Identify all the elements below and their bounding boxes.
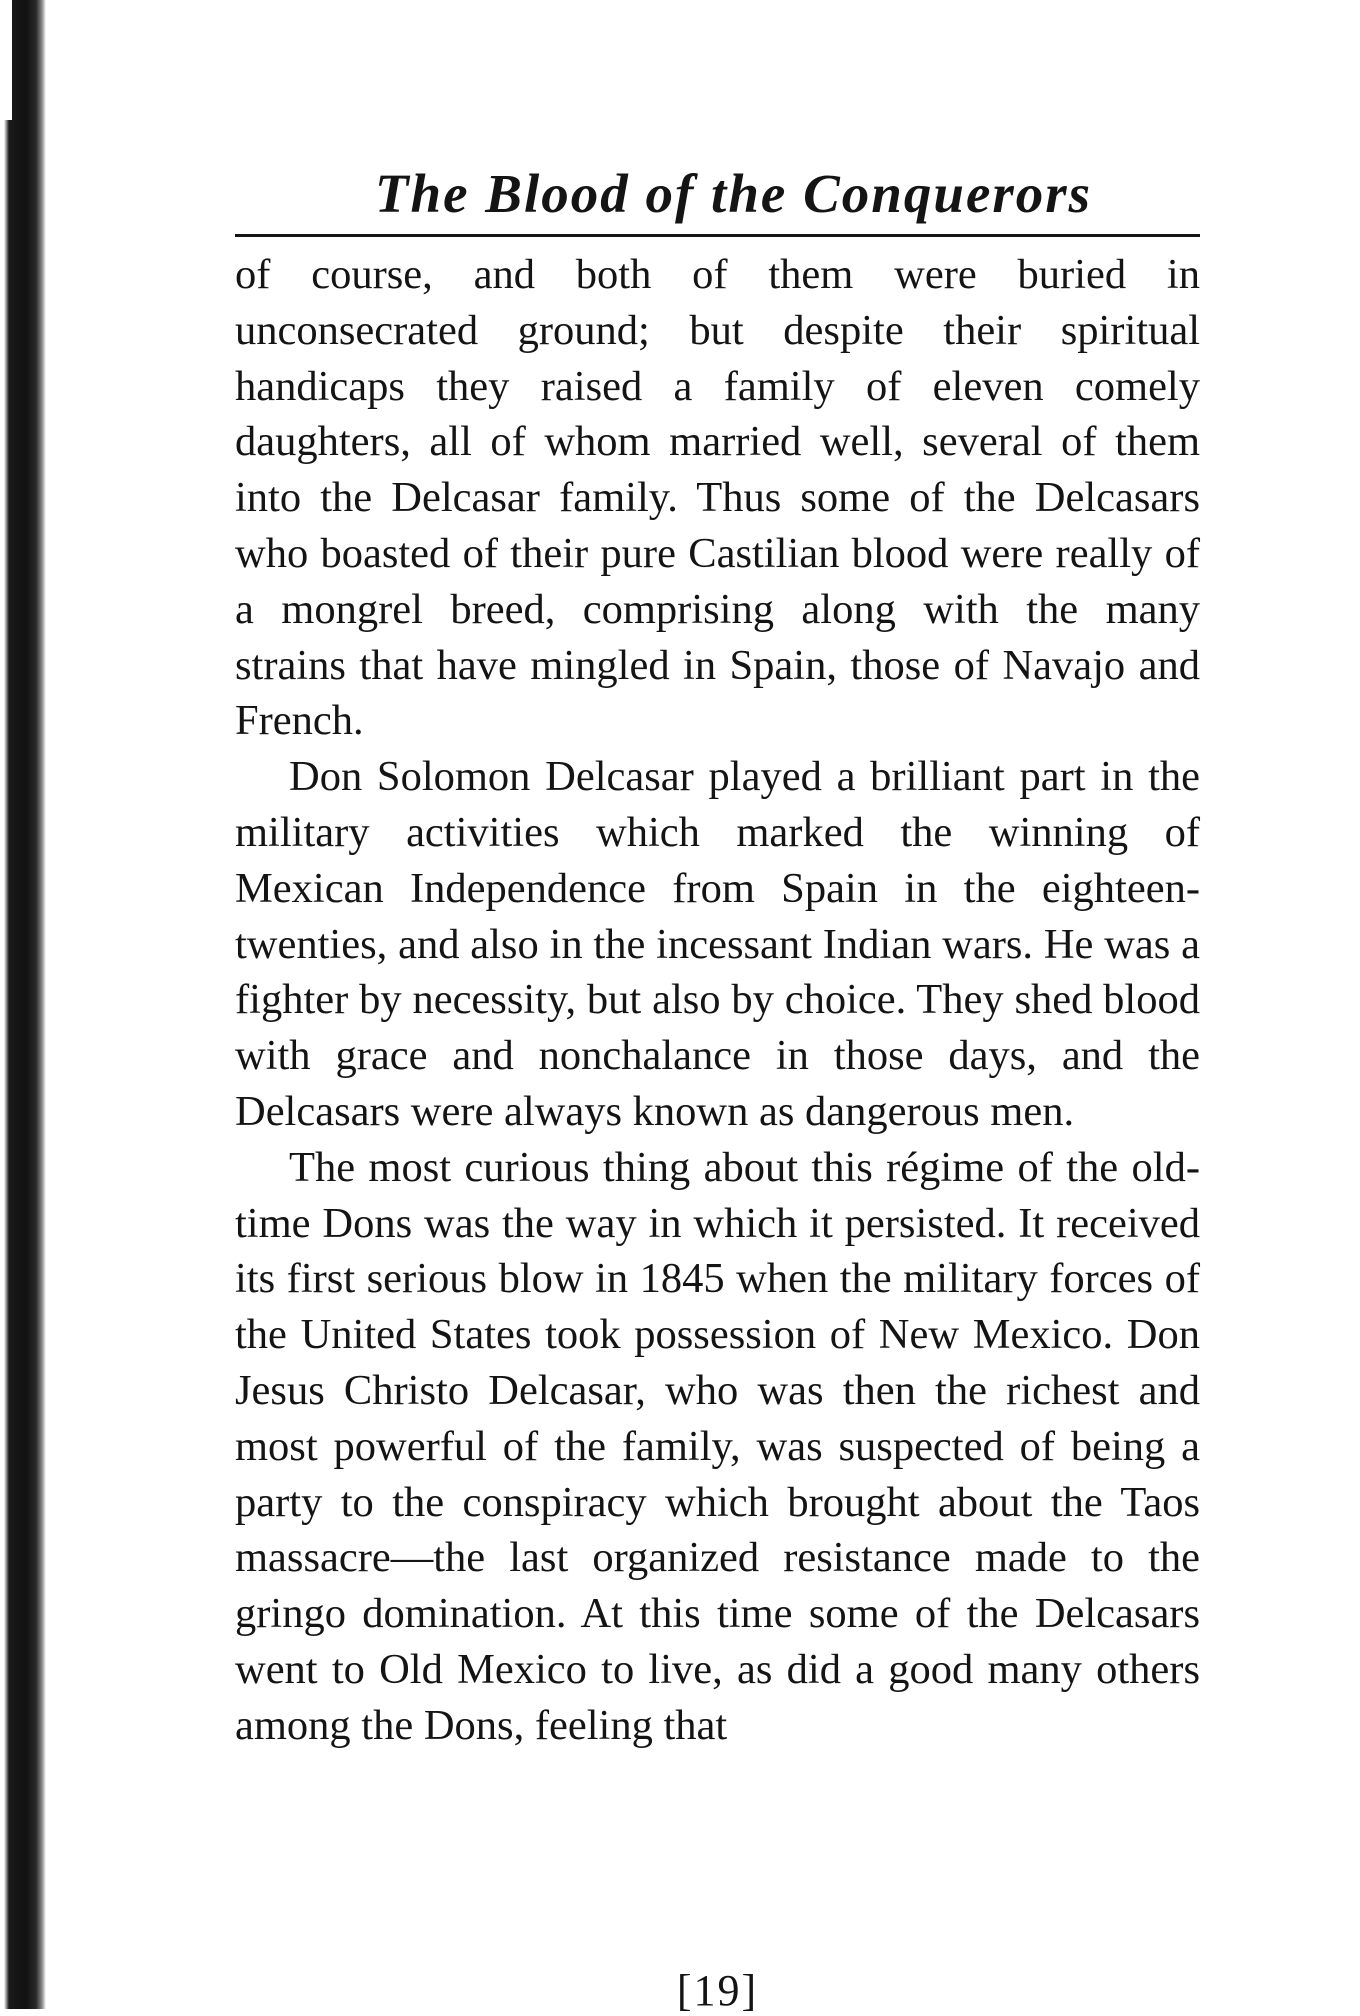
book-page [235, 160, 1200, 2015]
header-rule [235, 234, 1200, 237]
paragraph-3: The most curious thing about this régime of the old-time Dons was the way in which it persisted. It received its first serious blow in 1845 when the military forces of the United States took possession of New Mexico. Don Jesus Christo Delcasar, who was then the richest and most powerful of the family, was suspected of being a party to the conspiracy which brought about the Taos massacre—the last organized resistance made to the gringo domination. At this time some of the Delcasars went to Old Mexico to live, as did a good many others among the Dons, feeling that [235, 1143, 1200, 1749]
running-head: The Blood of the Conquerors [374, 163, 1093, 224]
book-binding-edge [0, 0, 46, 2009]
paragraph-1: of course, and both of them were buried in unconsecrated ground; but despite their spiritual handicaps they raised a family of eleven comely daughters, all of whom married well, several of them into the Delcasar family. Thus some of the Delcasars who boasted of their pure Castilian blood were really of a mongrel breed, comprising along with the many strains that have mingled in Spain, those of Navajo and French. [235, 251, 1200, 745]
binding-edge-gap [0, 0, 12, 120]
page-number: [19] [676, 1966, 759, 2015]
paragraph-2: Don Solomon Delcasar played a brilliant part in the military activities which marked the winning of Mexican Independence from Spain in the eighteen-twenties, and also in the incessant Indian wars. He was a fighter by necessity, but also by choice. They shed blood with grace and nonchalance in those days, and the Delcasars were always known as dangerous men. [235, 753, 1200, 1135]
body-text [235, 247, 1200, 1754]
